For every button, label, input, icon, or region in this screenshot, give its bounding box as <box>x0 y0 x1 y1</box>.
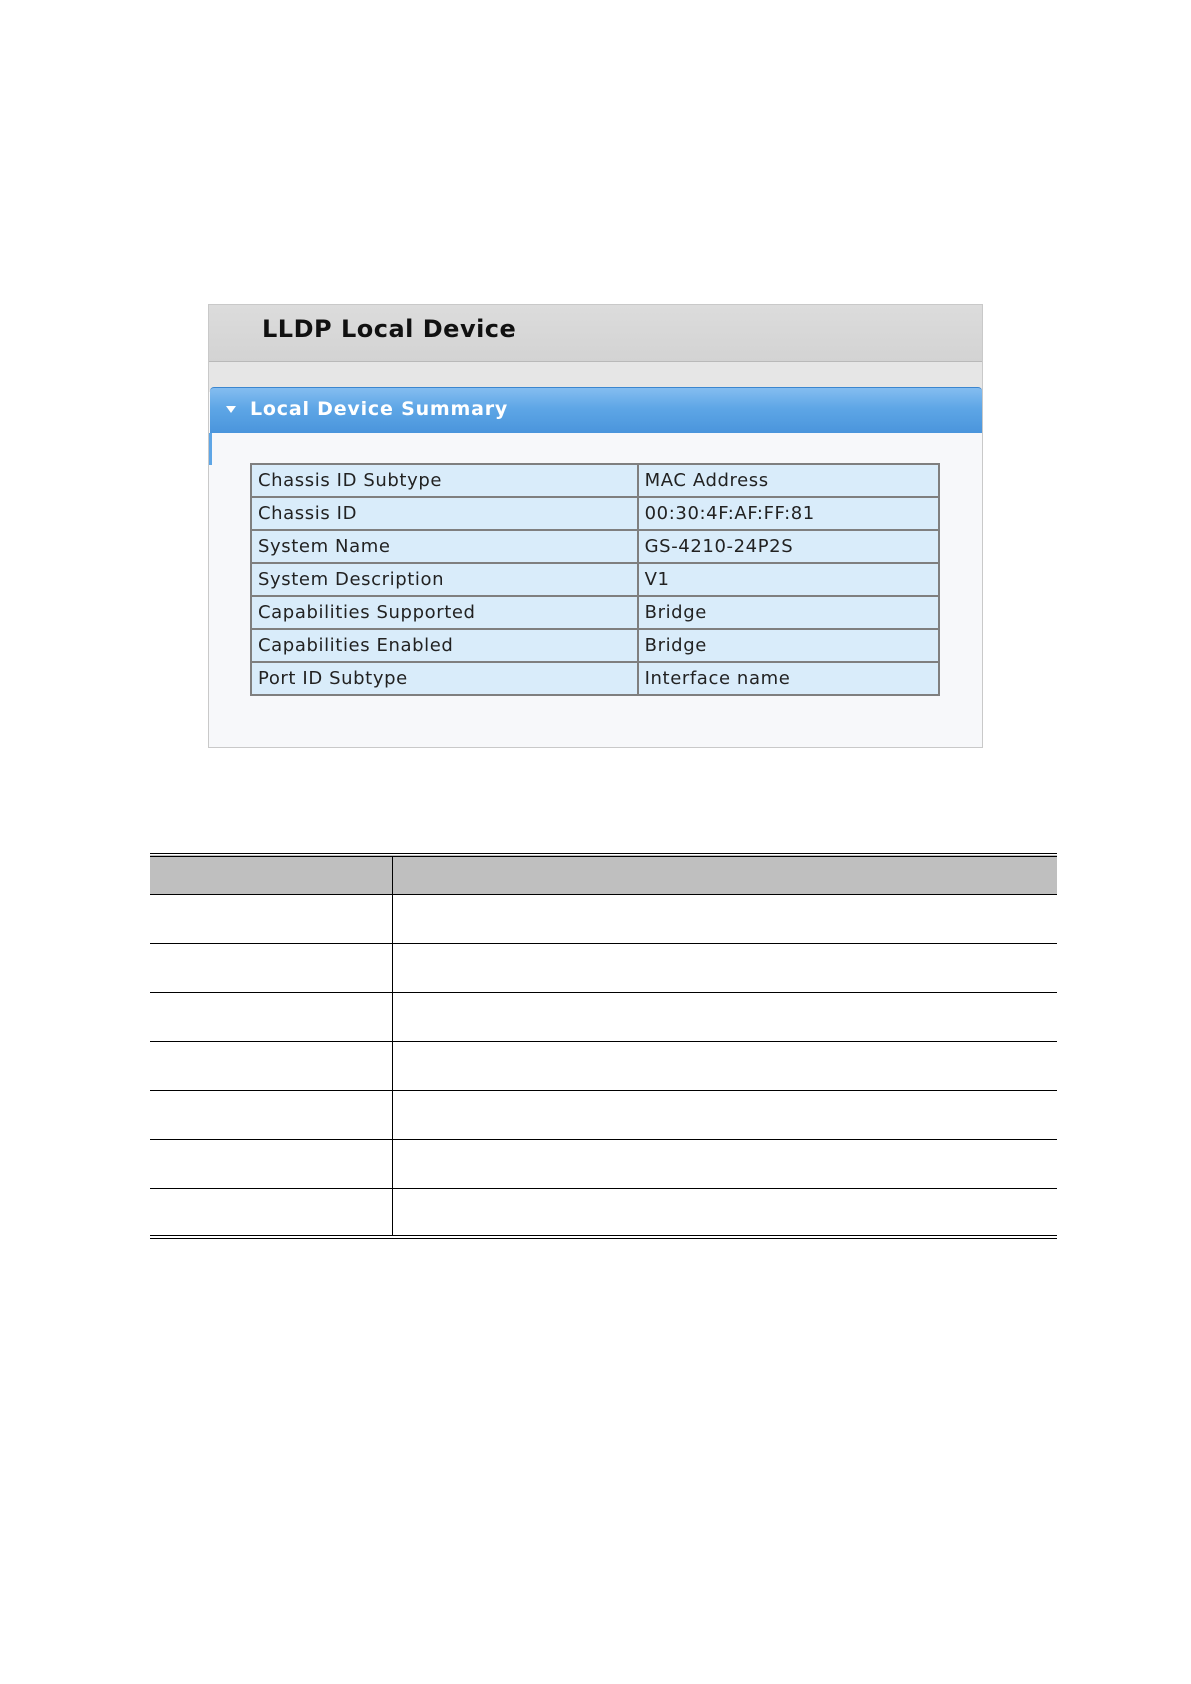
row-label: Capabilities Enabled <box>251 629 638 662</box>
table-row <box>251 662 939 695</box>
table-row <box>150 1041 1057 1090</box>
row-label: System Name <box>251 530 638 563</box>
section-accent-line <box>209 433 212 465</box>
table-row <box>251 464 939 497</box>
table-row <box>150 1139 1057 1188</box>
table-row <box>251 497 939 530</box>
table-row <box>251 596 939 629</box>
section-title: Local Device Summary <box>250 398 509 420</box>
row-label: Capabilities Supported <box>251 596 638 629</box>
row-label: Port ID Subtype <box>251 662 638 695</box>
table-row <box>251 530 939 563</box>
description-cell <box>392 992 1057 1041</box>
table-row <box>150 1188 1057 1237</box>
description-cell <box>392 1188 1057 1237</box>
description-cell <box>392 1090 1057 1139</box>
page-header <box>209 305 982 362</box>
object-cell <box>150 1041 392 1090</box>
object-cell <box>150 1188 392 1237</box>
description-cell <box>392 894 1057 943</box>
lldp-local-device-panel <box>208 304 983 748</box>
row-label: System Description <box>251 563 638 596</box>
table-row <box>251 629 939 662</box>
table-header-row <box>150 855 1057 894</box>
object-description-table <box>150 853 1057 1239</box>
row-label: Chassis ID Subtype <box>251 464 638 497</box>
table-row <box>150 943 1057 992</box>
object-cell <box>150 1090 392 1139</box>
header-cell-description <box>392 855 1057 894</box>
description-cell <box>392 1139 1057 1188</box>
header-cell-object <box>150 855 392 894</box>
row-value: Bridge <box>638 629 939 662</box>
local-device-summary-table <box>250 463 940 696</box>
row-value: Interface name <box>638 662 939 695</box>
row-value: Bridge <box>638 596 939 629</box>
object-cell <box>150 992 392 1041</box>
object-cell <box>150 943 392 992</box>
table-row <box>150 992 1057 1041</box>
row-label: Chassis ID <box>251 497 638 530</box>
table-row <box>150 1090 1057 1139</box>
table-row <box>251 563 939 596</box>
description-cell <box>392 1041 1057 1090</box>
row-value: MAC Address <box>638 464 939 497</box>
table-row <box>150 894 1057 943</box>
triangle-down-icon[interactable] <box>226 406 236 413</box>
object-cell <box>150 1139 392 1188</box>
row-value: GS-4210-24P2S <box>638 530 939 563</box>
description-cell <box>392 943 1057 992</box>
page-title: LLDP Local Device <box>262 315 517 343</box>
row-value: V1 <box>638 563 939 596</box>
local-device-summary-header[interactable] <box>210 387 982 433</box>
row-value: 00:30:4F:AF:FF:81 <box>638 497 939 530</box>
object-cell <box>150 894 392 943</box>
